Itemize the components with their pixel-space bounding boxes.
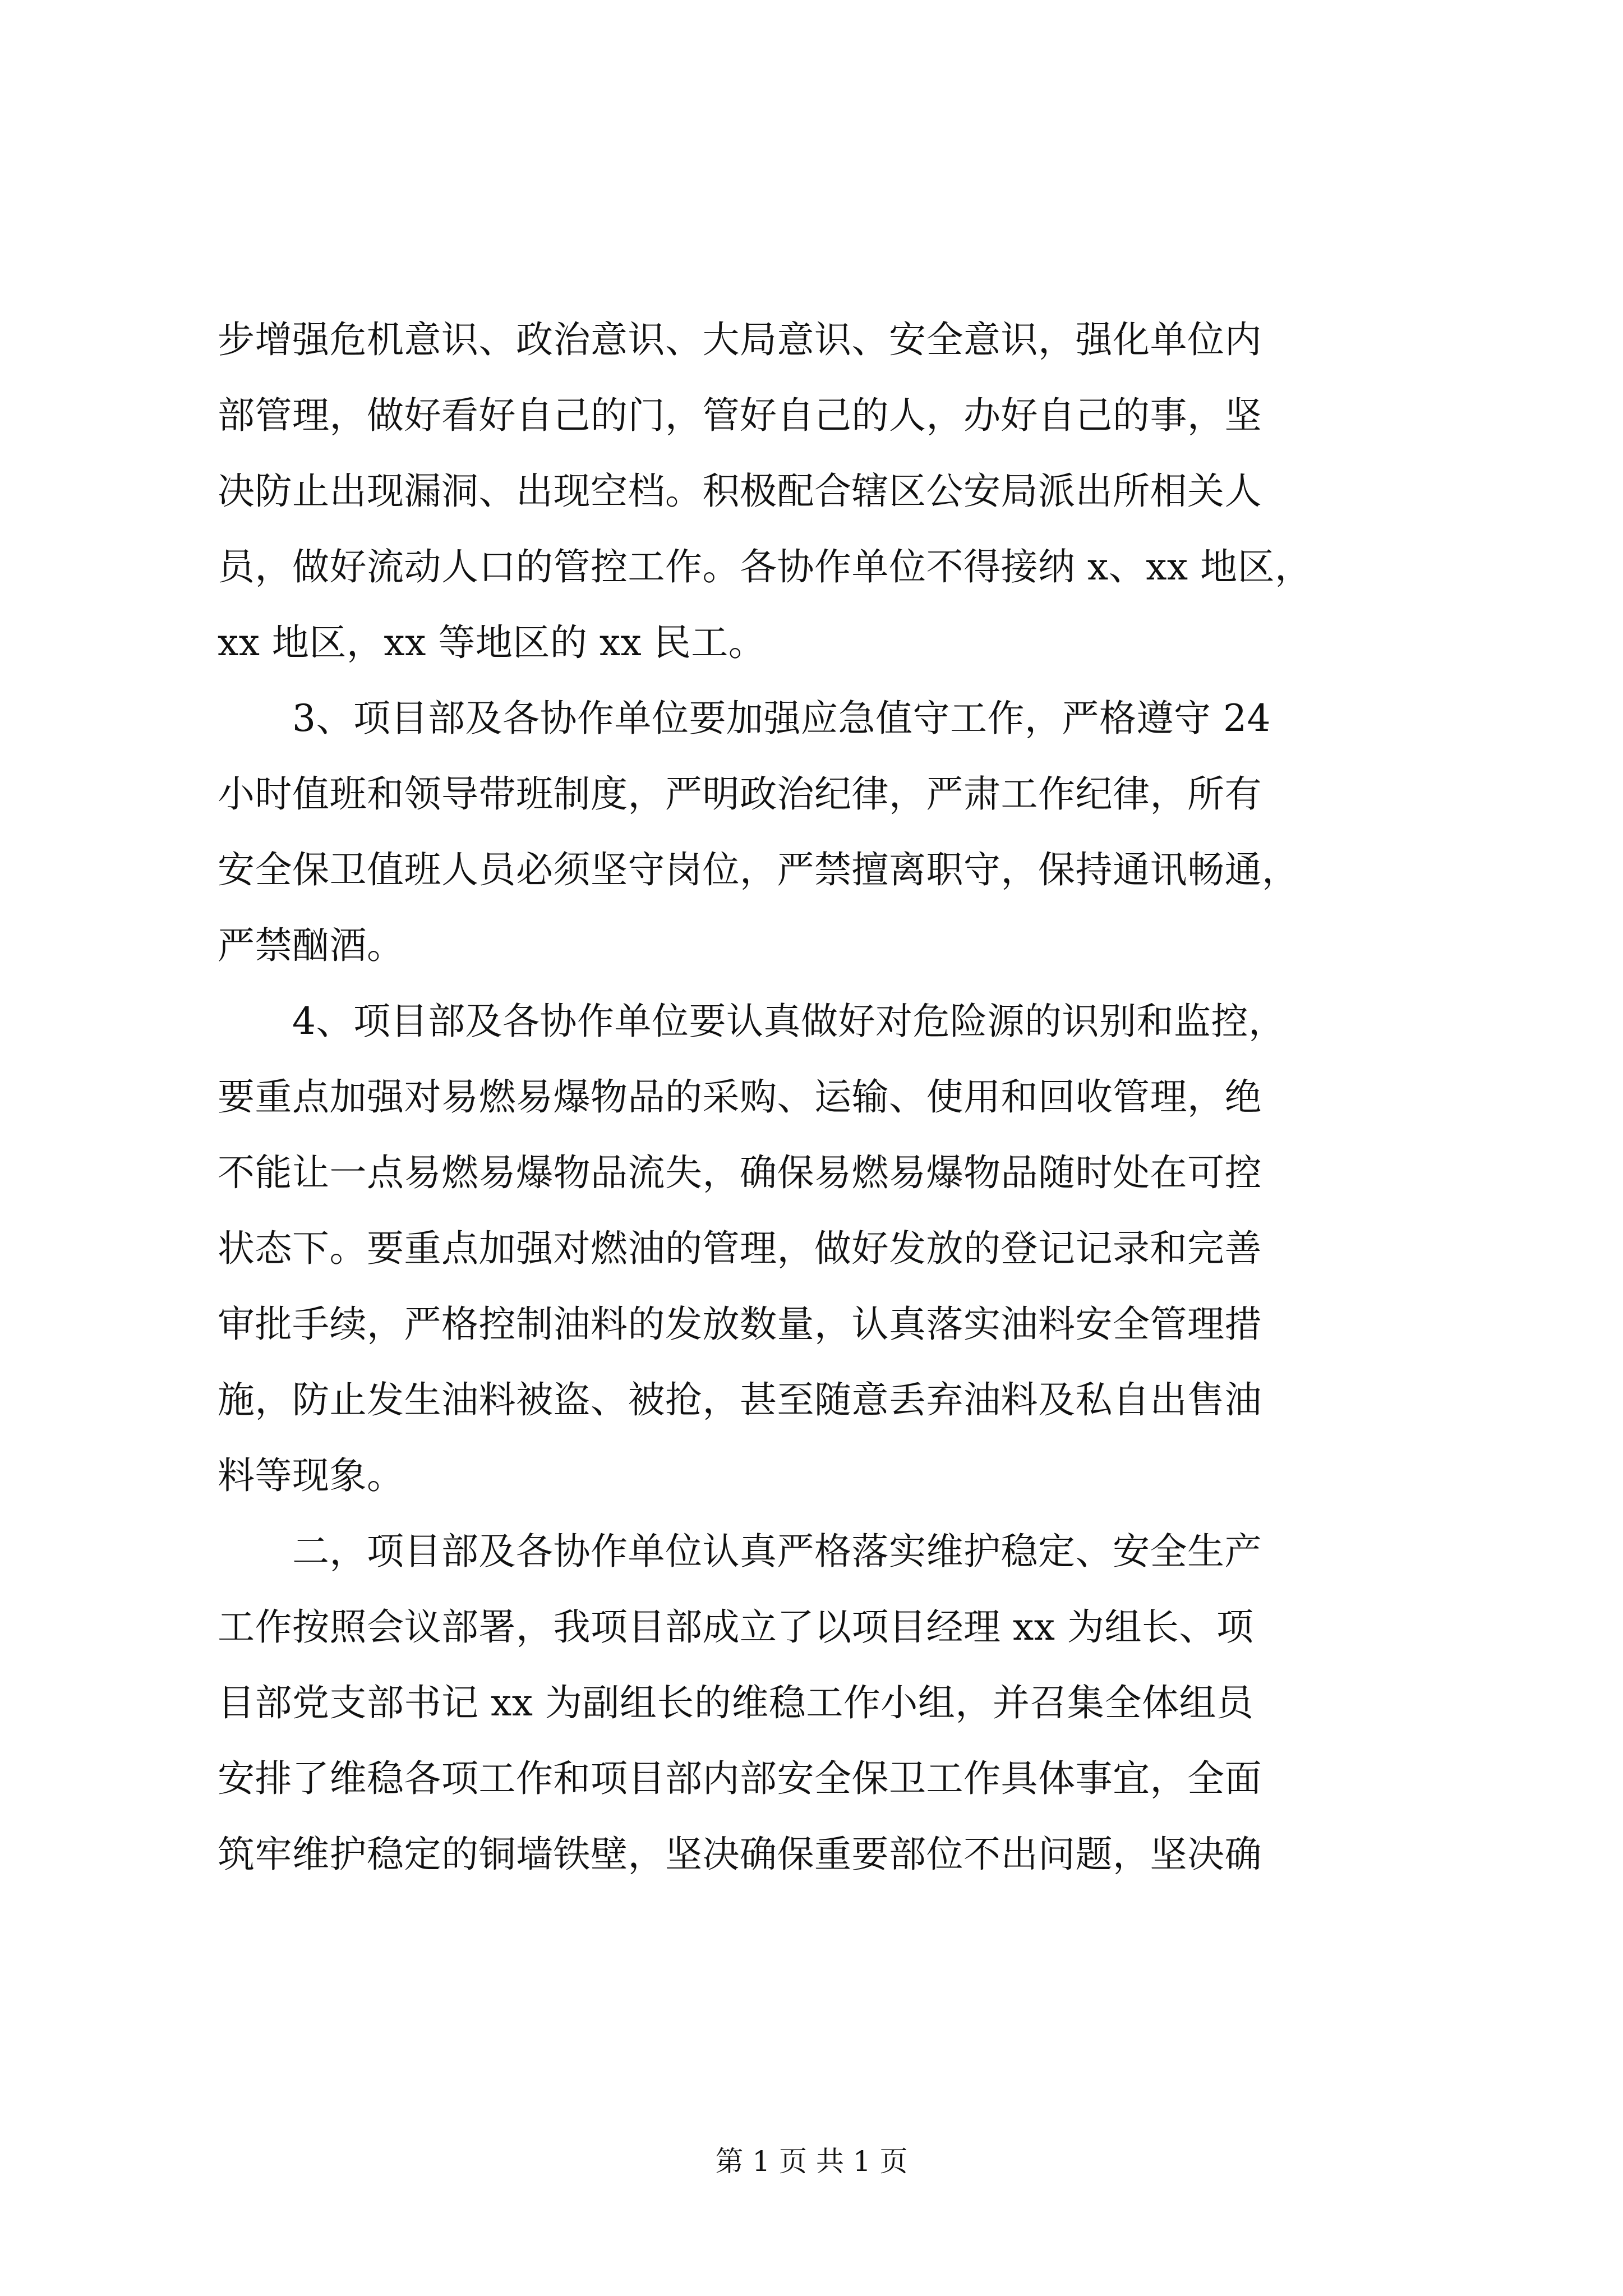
text-line: 审批手续，严格控制油料的发放数量，认真落实油料安全管理措 [218, 1303, 1262, 1346]
text-line: 目部党支部书记 xx 为副组长的维稳工作小组，并召集全体组员 [218, 1681, 1254, 1724]
text-line: 小时值班和领导带班制度，严明政治纪律，严肃工作纪律，所有 [218, 772, 1262, 816]
text-line: xx 地区，xx 等地区的 xx 民工。 [218, 621, 766, 664]
text-line: 筑牢维护稳定的铜墙铁壁，坚决确保重要部位不出问题，坚决确 [218, 1833, 1262, 1876]
text-line: 决防止出现漏洞、出现空档。积极配合辖区公安局派出所相关人 [218, 470, 1262, 513]
paragraph-start-line: 二，项目部及各协作单位认真严格落实维护稳定、安全生产 [218, 1530, 1262, 1573]
text-line: 安全保卫值班人员必须坚守岗位，严禁擅离职守，保持通讯畅通， [218, 848, 1299, 891]
text-line: 严禁酗酒。 [218, 924, 404, 967]
text-line: 员，做好流动人口的管控工作。各协作单位不得接纳 x、xx 地区， [218, 545, 1312, 588]
text-line: 要重点加强对易燃易爆物品的采购、运输、使用和回收管理，绝 [218, 1075, 1262, 1119]
text-line: 工作按照会议部署，我项目部成立了以项目经理 xx 为组长、项 [218, 1605, 1254, 1649]
page-number-label: 第 1 页 共 1 页 [715, 2145, 908, 2178]
text-line: 料等现象。 [218, 1454, 404, 1497]
text-line: 安排了维稳各项工作和项目部内部安全保卫工作具体事宜，全面 [218, 1757, 1262, 1800]
text-line: 不能让一点易燃易爆物品流失，确保易燃易爆物品随时处在可控 [218, 1151, 1262, 1194]
text-line: 部管理，做好看好自己的门，管好自己的人，办好自己的事，坚 [218, 394, 1262, 437]
text-line: 步增强危机意识、政治意识、大局意识、安全意识，强化单位内 [218, 318, 1262, 361]
document-body [218, 302, 1418, 1892]
page-footer [0, 2142, 1623, 2181]
text-line: 状态下。要重点加强对燃油的管理，做好发放的登记记录和完善 [218, 1227, 1262, 1270]
paragraph-start-line: 4、项目部及各协作单位要认真做好对危险源的识别和监控， [218, 1000, 1286, 1043]
paragraph-start-line: 3、项目部及各协作单位要加强应急值守工作，严格遵守 24 [218, 697, 1271, 740]
text-line: 施，防止发生油料被盗、被抢，甚至随意丢弃油料及私自出售油 [218, 1378, 1262, 1421]
